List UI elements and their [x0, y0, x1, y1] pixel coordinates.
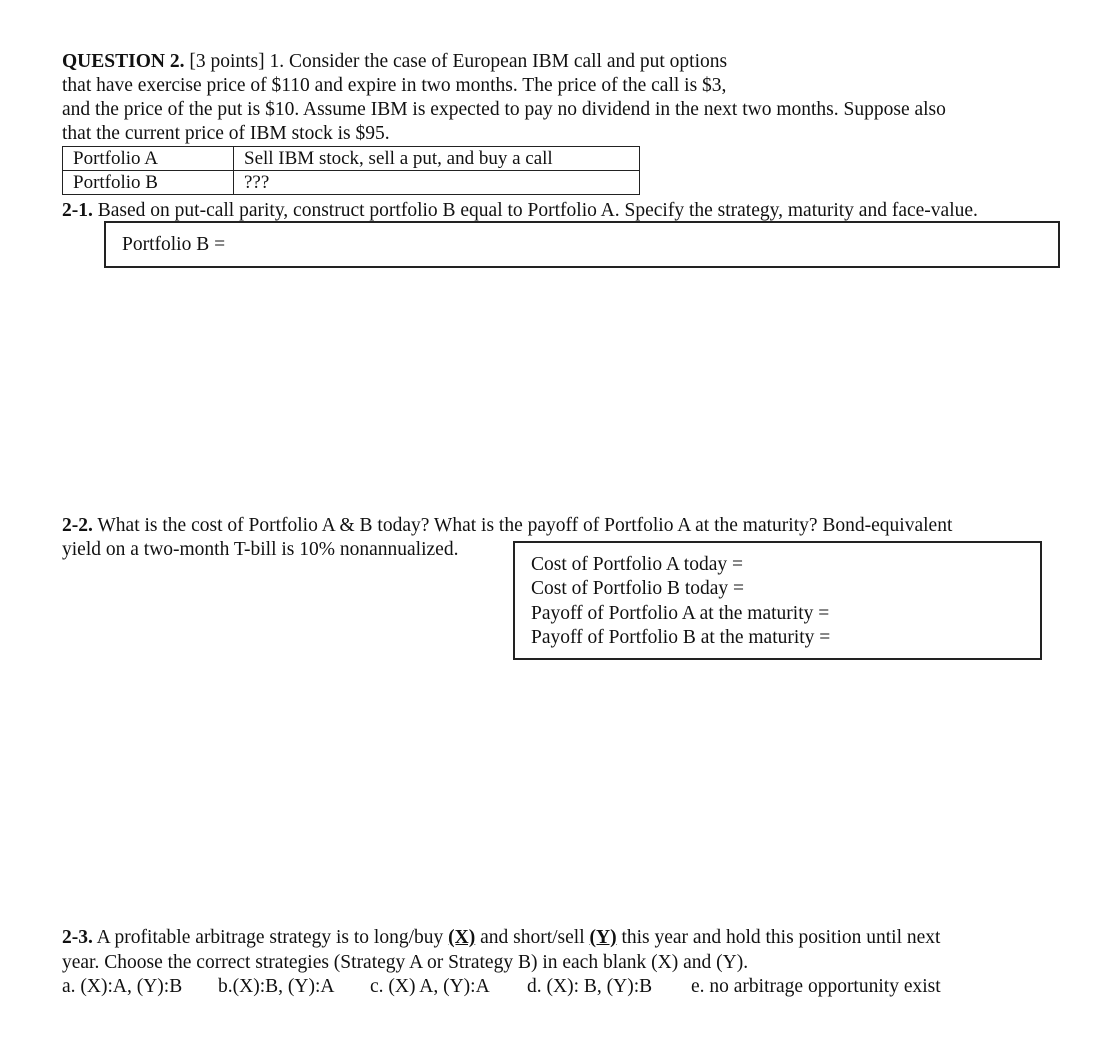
blank-y: (Y): [589, 927, 617, 948]
question-2-3-text-b: and short/sell: [475, 927, 590, 948]
cost-a-label: Cost of Portfolio A today =: [531, 554, 743, 575]
portfolio-b-answer-box[interactable]: [104, 221, 1060, 268]
question-line-1: [62, 50, 946, 74]
question-line-4: that the current price of IBM stock is $95.: [62, 123, 390, 144]
option-c[interactable]: c. (X) A, (Y):A: [370, 976, 490, 997]
cost-answer-lines: [531, 553, 830, 650]
question-2-1-number: 2-1.: [62, 200, 93, 221]
cost-answer-box[interactable]: [513, 541, 1042, 660]
question-line-2: that have exercise price of $110 and expire in two months. The price of the call is $3,: [62, 75, 727, 96]
portfolio-b-label: Portfolio B =: [122, 234, 226, 255]
question-heading: QUESTION 2.: [62, 51, 185, 72]
question-2-3: [62, 926, 940, 950]
portfolio-name-cell: Portfolio B: [63, 171, 234, 195]
question-2-3-text-a: A profitable arbitrage strategy is to long/buy: [92, 927, 449, 948]
cost-b-label: Cost of Portfolio B today =: [531, 578, 745, 600]
question-2-3-line-2: year. Choose the correct strategies (Strategy A or Strategy B) in each blank (X) and (Y).: [62, 952, 749, 973]
blank-x: (X): [448, 927, 476, 948]
question-2-2-number: 2-2.: [62, 515, 93, 536]
question-2-2: [62, 514, 952, 538]
payoff-b-label: Payoff of Portfolio B at the maturity =: [531, 626, 831, 648]
question-2-2-line-2: yield on a two-month T-bill is 10% nonannualized.: [62, 539, 459, 560]
question-lead: [3 points] 1. Consider the case of European IBM call and put options: [184, 51, 728, 72]
payoff-a-label: Payoff of Portfolio A at the maturity =: [531, 602, 830, 624]
question-intro: [62, 50, 946, 146]
table-row: [63, 171, 640, 195]
option-b[interactable]: b.(X):B, (Y):A: [218, 976, 335, 997]
question-2-1-text: Based on put-call parity, construct portfolio B equal to Portfolio A. Specify the strategy, maturity and face-value.: [92, 200, 978, 221]
question-2-3-number: 2-3.: [62, 927, 93, 948]
portfolio-table: [62, 146, 640, 195]
option-d[interactable]: d. (X): B, (Y):B: [527, 976, 653, 997]
portfolio-strategy-cell: Sell IBM stock, sell a put, and buy a call: [234, 147, 640, 171]
question-2-2-text: What is the cost of Portfolio A & B today? What is the payoff of Portfolio A at the maturity? Bond-equivalent: [92, 515, 953, 536]
question-2-1: [62, 199, 978, 223]
table-row: [63, 147, 640, 171]
option-a[interactable]: a. (X):A, (Y):B: [62, 976, 183, 997]
portfolio-strategy-cell: ???: [234, 171, 640, 195]
option-e[interactable]: e. no arbitrage opportunity exist: [691, 976, 941, 997]
portfolio-name-cell: Portfolio A: [63, 147, 234, 171]
question-2-3-text-c: this year and hold this position until next: [616, 927, 941, 948]
question-line-3: and the price of the put is $10. Assume IBM is expected to pay no dividend in the next two months. Suppose also: [62, 99, 946, 120]
